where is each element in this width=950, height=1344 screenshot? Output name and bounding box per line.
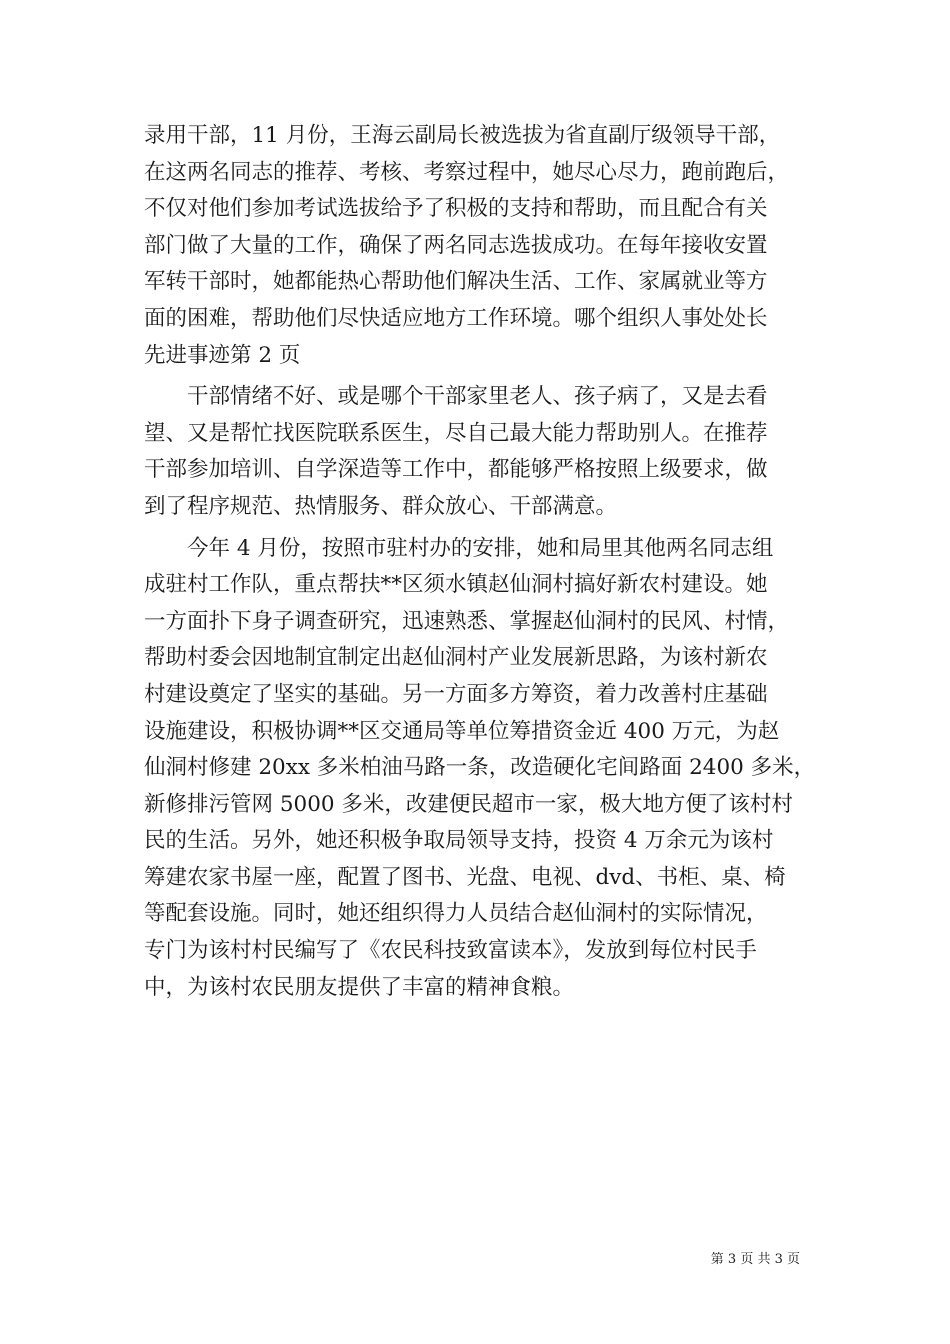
text-line: 成驻村工作队，重点帮扶**区须水镇赵仙洞村搞好新农村建设。她	[144, 572, 768, 598]
text-line: 军转干部时，她都能热心帮助他们解决生活、工作、家属就业等方	[144, 269, 768, 295]
text-line: 等配套设施。同时，她还组织得力人员结合赵仙洞村的实际情况，	[144, 901, 768, 927]
text-line: 在这两名同志的推荐、考核、考察过程中，她尽心尽力，跑前跑后，	[144, 159, 790, 185]
text-line: 到了程序规范、热情服务、群众放心、干部满意。	[144, 493, 618, 519]
text-line: 仙洞村修建 20xx 多米柏油马路一条，改造硬化宅间路面 2400 多米，	[144, 755, 816, 781]
text-line: 面的困难，帮助他们尽快适应地方工作环境。哪个组织人事处处长	[144, 305, 768, 331]
body-text	[144, 118, 816, 1006]
text-line: 望、又是帮忙找医院联系医生，尽自己最大能力帮助别人。在推荐	[144, 420, 768, 446]
text-line: 村建设奠定了坚实的基础。另一方面多方筹资，着力改善村庄基础	[144, 681, 768, 707]
text-line: 一方面扑下身子调查研究，迅速熟悉、掌握赵仙洞村的民风、村情，	[144, 608, 790, 634]
text-line: 录用干部，11 月份，王海云副局长被选拔为省直副厅级领导干部，	[144, 123, 781, 148]
text-line: 不仅对他们参加考试选拔给予了积极的支持和帮助，而且配合有关	[144, 196, 768, 222]
page-number-footer: 第 3 页 共 3 页	[710, 1252, 800, 1267]
text-line: 新修排污管网 5000 多米，改建便民超市一家，极大地方便了该村村	[144, 791, 793, 817]
text-line: 专门为该村村民编写了《农民科技致富读本》，发放到每位村民手	[144, 938, 757, 964]
paragraph-1	[144, 118, 806, 374]
text-line: 设施建设，积极协调**区交通局等单位筹措资金近 400 万元，为赵	[144, 718, 780, 744]
text-line: 干部参加培训、自学深造等工作中，都能够严格按照上级要求，做	[144, 457, 768, 483]
text-line: 先进事迹第 2 页	[144, 342, 301, 368]
text-line: 中，为该村农民朋友提供了丰富的精神食粮。	[144, 974, 575, 1000]
text-line: 部门做了大量的工作，确保了两名同志选拔成功。在每年接收安置	[144, 232, 768, 258]
text-line: 筹建农家书屋一座，配置了图书、光盘、电视、dvd、书柜、桌、椅	[144, 864, 786, 890]
paragraph-3	[144, 531, 816, 1007]
text-line: 干部情绪不好、或是哪个干部家里老人、孩子病了，又是去看	[144, 384, 768, 410]
paragraph-2	[144, 379, 806, 525]
text-line: 帮助村委会因地制宜制定出赵仙洞村产业发展新思路，为该村新农	[144, 645, 768, 671]
text-line: 今年 4 月份，按照市驻村办的安排，她和局里其他两名同志组	[144, 535, 774, 561]
text-line: 民的生活。另外，她还积极争取局领导支持，投资 4 万余元为该村	[144, 828, 774, 854]
